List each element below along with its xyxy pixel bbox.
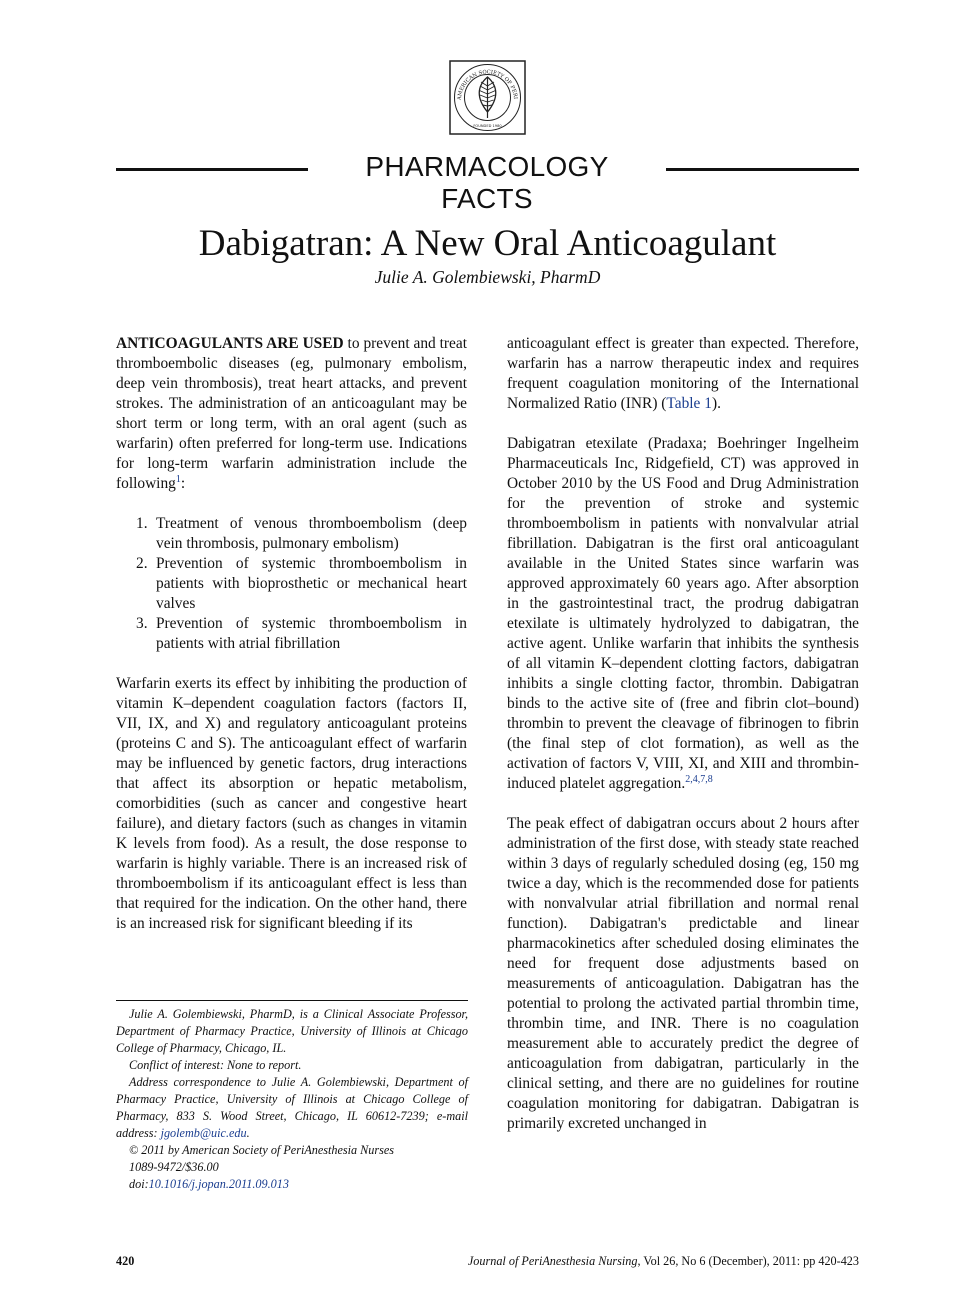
header-rule-left — [116, 168, 308, 171]
ref-link-1[interactable]: 1 — [175, 473, 181, 485]
address-text: Address correspondence to Julie A. Golembiewski, Department of Pharmacy Practice, University of Illinois at Chicago College of Pharmacy, 833 S. Wood Street, Chicago, IL 60612-7239; e-mail address: — [116, 1075, 468, 1140]
list-item-text: Treatment of venous thromboembolism (deep vein thrombosis, pulmonary embolism) — [156, 515, 467, 552]
inr-text: anticoagulant effect is greater than expected. Therefore, warfarin has a narrow therapeutic index and requires frequent coagulation monitoring of the International Normalized Ratio (INR) ( — [507, 335, 859, 412]
leaf-emblem-icon — [449, 60, 526, 135]
intro-paragraph — [116, 334, 467, 494]
list-item-text: Prevention of systemic thromboembolism in patients with atrial fibrillation — [156, 615, 467, 652]
conflict-of-interest: Conflict of interest: None to report. — [129, 1058, 302, 1072]
left-column — [116, 334, 467, 954]
logo-founded-text: FOUNDED 1980 — [473, 124, 502, 128]
warfarin-paragraph: Warfarin exerts its effect by inhibiting the production of vitamin K–dependent coagulation factors (factors II, VII, IX, and X) and regulatory anticoagulant proteins (proteins C and S). The anticoagulant effect of warfarin may be influenced by genetic factors, drug interactions that affect its absorption or hepatic metabolism, comorbidities (such as cancer and congestive heart failure), and dietary factors (such as changes in vitamin K levels from food). As a result, the dose response to warfarin is highly variable. There is an increased risk of thromboembolism if its anticoagulant effect is less than that required for the indication. On the other hand, there is an increased risk for significant bleeding if its — [116, 675, 467, 932]
list-item — [116, 554, 467, 614]
right-column — [507, 334, 859, 1154]
ref-links-2-4-7-8[interactable]: 2,4,7,8 — [685, 773, 713, 785]
journal-citation — [468, 1254, 859, 1269]
lead-in: ANTICOAGULANTS ARE USED — [116, 335, 344, 352]
author-affiliation: Julie A. Golembiewski, PharmD, is a Clinical Associate Professor, Department of Pharmacy Practice, University of Illinois at Chicago College of Pharmacy, Chicago, IL. — [116, 1007, 468, 1055]
issn-price: 1089-9472/$36.00 — [129, 1160, 219, 1174]
doi-label: doi: — [129, 1177, 149, 1191]
list-number: 1. — [136, 515, 148, 532]
list-item — [116, 614, 467, 654]
email-link[interactable]: jgolemb@uic.edu — [160, 1126, 247, 1140]
section-header-label: PHARMACOLOGY FACTS — [365, 151, 609, 214]
table-1-link[interactable]: Table 1 — [666, 395, 712, 412]
journal-name: Journal of PeriAnesthesia Nursing — [467, 1254, 638, 1268]
indications-list — [116, 514, 467, 654]
doi-line — [116, 1176, 468, 1193]
copyright: © 2011 by American Society of PeriAnesthesia Nurses — [129, 1143, 395, 1157]
article-title: Dabigatran: A New Oral Anticoagulant — [198, 223, 777, 264]
peak-effect-paragraph: The peak effect of dabigatran occurs about 2 hours after administration of the first dose, with steady state reached within 3 days of regularly scheduled dosing (eg, 150 mg twice a day, which is the recommended dose for patients with nonvalvular atrial fibrillation and normal renal function). Dabigatran's predictable and linear pharmacokinetics after scheduled dosing eliminates the need for frequent dose adjustments based on measurements of anticoagulation. Dabigatran has the potential to prolong the activated partial thrombin time, thrombin time, and INR. There is no coagulation measurement able to accurately predict the degree of anticoagulation from dabigatran, particularly in the clinical setting, and there are no guidelines for routine coagulation monitoring for dabigatran. Dabigatran is primarily excreted unchanged in — [507, 815, 859, 1132]
list-number: 2. — [136, 555, 148, 572]
citation-details: , Vol 26, No 6 (December), 2011: pp 420-423 — [637, 1254, 859, 1268]
header-rule-right — [666, 168, 859, 171]
footnotes — [116, 1000, 468, 1193]
list-item — [116, 514, 467, 554]
address-end: . — [246, 1126, 250, 1140]
intro-text-end: : — [180, 475, 186, 492]
society-logo — [449, 60, 526, 135]
logo-ring-text: AMERICAN SOCIETY OF PERI — [456, 69, 518, 101]
list-number: 3. — [136, 615, 148, 632]
intro-text: to prevent and treat thromboembolic diseases (eg, pulmonary embolism, deep vein thrombosis), treat heart attacks, and prevent strokes. The administration of an anticoagulant may be short term or long term, with an oral agent (such as warfarin) often preferred for long-term use. Indications for long-term warfarin administration include the following — [116, 335, 467, 492]
dabigatran-text: Dabigatran etexilate (Pradaxa; Boehringer Ingelheim Pharmaceuticals Inc, Ridgefield, CT) was approved in October 2010 by the US Food and Drug Administration for the prevention of stroke and systemic thromboembolism in patients with nonvalvular atrial fibrillation. Dabigatran is the first oral anticoagulant available in the United States since warfarin was approved approximately 60 years ago. After absorption in the gastrointestinal tract, the prodrug dabigatran etexilate is ultimately hydrolyzed to dabigatran, the active agent. Unlike warfarin that inhibits the synthesis of all vitamin K–dependent clotting factors, dabigatran inhibits a single clotting factor, thrombin. Dabigatran binds to the active site of (free and fibrin clot–bound) thrombin to prevent the cleavage of fibrinogen to fibrin (the final step of clot formation), as well as the activation of factors V, VIII, XI, and XIII and thrombin-induced platelet aggregation. — [507, 435, 859, 792]
list-item-text: Prevention of systemic thromboembolism in patients with bioprosthetic or mechanical heart valves — [156, 555, 467, 612]
correspondence-address — [116, 1074, 468, 1142]
doi-link[interactable]: 10.1016/j.jopan.2011.09.013 — [148, 1177, 289, 1191]
inr-text-end: ). — [711, 395, 721, 412]
dabigatran-paragraph — [507, 434, 859, 794]
section-header — [116, 150, 859, 214]
page-number: 420 — [116, 1254, 135, 1268]
inr-paragraph — [507, 334, 859, 414]
article-author: Julie A. Golembiewski, PharmD — [374, 267, 601, 287]
